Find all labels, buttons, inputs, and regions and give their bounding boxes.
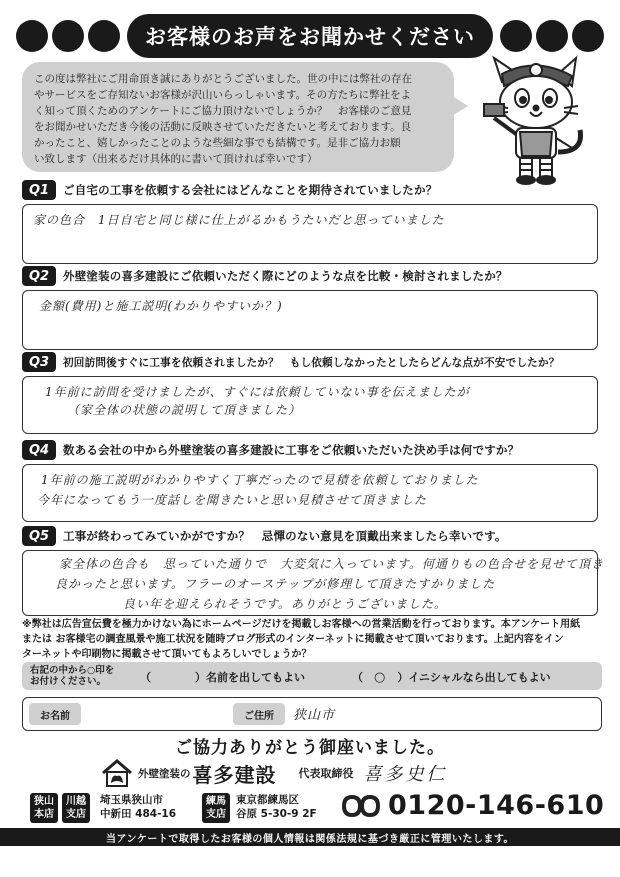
address-field[interactable]: 狭山市 — [293, 708, 336, 723]
consent-option-name[interactable]: （ ）名前を出してもよい — [140, 671, 305, 684]
page-title: お客様のお声をお聞かせください — [127, 14, 493, 58]
question-number: Q4 — [22, 440, 56, 460]
question-text: 外壁塗装の喜多建設にご依頼いただく際にどのような点を比較・検討されましたか？ — [63, 269, 508, 283]
consent-option-label: 名前を出してもよい — [206, 671, 305, 684]
intro-line: く知って頂くためのアンケートにご協力頂けないでしょうか？ お客様のご意見 — [34, 105, 412, 117]
branch-label: 支店 — [206, 809, 226, 820]
handwritten-answer: 家全体の色合も 思っていた通りで 大変気に入っています。何通りもの色合せを見せて頂き — [59, 557, 605, 571]
intro-line: この度は弊社にご用命頂き誠にありがとうございました。世の中には弊社の存在 — [34, 73, 412, 85]
house-leaf-logo-icon — [100, 759, 134, 787]
notice-line: ターネットや印刷物に掲載させて頂いてもよろしいでしょうか？ — [22, 649, 312, 660]
answer-box[interactable] — [22, 376, 598, 434]
decor-dot — [500, 20, 532, 52]
consent-instruction-line: お付けください。 — [30, 676, 107, 687]
bubble-tail — [452, 96, 468, 116]
phone-block[interactable] — [340, 790, 604, 821]
handwritten-answer: 良かったと思います。フラーのオーステップが修理して頂きたすかりました — [55, 577, 496, 591]
branch-badge — [62, 793, 90, 823]
answer-box[interactable] — [22, 464, 598, 522]
handwritten-answer: （家全体の状態の説明して頂きました） — [67, 403, 302, 417]
intro-line: かったこと、嬉しかったことのような些細な事でも結構です。是非ご協力お願 — [34, 137, 401, 149]
phone-number[interactable]: 0120-146-610 — [388, 790, 605, 821]
question-2 — [22, 266, 598, 350]
branch-label: 練馬 — [206, 796, 226, 807]
question-number: Q3 — [22, 352, 56, 372]
decor-dot — [572, 20, 604, 52]
notice-line: ※弊社は広告宣伝費を極力かけない為にホームページだけを掲載しお客様への営業活動を行っております。本アンケート用紙 — [22, 619, 581, 630]
branch-badge — [30, 793, 58, 823]
cat-painter-mascot-icon — [472, 52, 592, 186]
decor-dot — [16, 20, 48, 52]
address-label: ご住所 — [233, 703, 285, 725]
handwritten-answer: 良い年を迎えられそうです。ありがとうございました。 — [123, 597, 448, 611]
question-text: 数ある会社の中から外壁塗装の喜多建設に工事をご依頼いただいた決め手は何ですか？ — [63, 443, 520, 457]
branch-label: 狭山 — [34, 796, 54, 807]
decor-dot — [88, 20, 120, 52]
name-field[interactable] — [87, 702, 237, 726]
name-label: お名前 — [29, 703, 81, 725]
footer-privacy: 当アンケートで取得したお客様の個人情報は関係法規に基づき厳正に管理いたします。 — [0, 828, 620, 846]
address-line: 中新田 484-16 — [100, 808, 177, 820]
consent-option-label: イニシャルなら出してもよい — [408, 671, 551, 684]
freedial-icon — [340, 793, 382, 819]
question-4 — [22, 440, 598, 522]
intro-bubble — [22, 62, 454, 172]
company-name: 喜多建設 — [192, 762, 277, 787]
privacy-notice — [22, 617, 602, 662]
address-line: 東京都練馬区 — [236, 794, 299, 806]
decor-dot — [52, 20, 84, 52]
question-text: 工事が終わってみていかがですか？ 忌憚のない意見を頂戴出来ましたら幸いです。 — [63, 529, 507, 543]
answer-box[interactable] — [22, 204, 598, 264]
address-main — [100, 793, 176, 821]
branch-badge — [202, 793, 230, 823]
address-line: 埼玉県狭山市 — [100, 794, 163, 806]
answer-box[interactable] — [22, 550, 605, 616]
branch-label: 川越 — [66, 796, 86, 807]
question-text: 初回訪問後すぐに工事を依頼されましたか？ もし依頼しなかったとしたらどんな点が不安でしたか？ — [63, 356, 560, 369]
consent-row — [22, 662, 602, 690]
handwritten-answer: 金額(費用)と施工説明(わかりやすいか？) — [39, 299, 283, 313]
handwritten-answer: 今年になってもう一度話しを聞きたいと思い見積させて頂きました — [37, 493, 428, 507]
question-number: Q1 — [22, 180, 56, 200]
question-text: ご自宅の工事を依頼する会社にはどんなことを期待されていましたか？ — [63, 183, 438, 197]
intro-line: をお聞かせいただき今後の活動に反映させていただきたいと考えております。良 — [34, 121, 412, 133]
decor-dot — [536, 20, 568, 52]
rep-title: 代表取締役 — [298, 767, 354, 780]
thanks-message: ご協力ありがとう御座いました。 — [175, 738, 445, 758]
name-address-row — [22, 697, 602, 731]
circle-mark: ○ — [374, 670, 387, 685]
consent-instruction-line: 右記の中から○印を — [30, 665, 115, 676]
company-block — [100, 758, 448, 788]
address-branch — [236, 793, 317, 821]
question-number: Q5 — [22, 526, 56, 546]
handwritten-answer: 1年前に訪問を受けましたが、すぐには依頼していない事を伝えましたが — [45, 385, 470, 399]
branch-label: 本店 — [34, 809, 54, 820]
question-3 — [22, 352, 598, 434]
question-5 — [22, 526, 605, 616]
question-number: Q2 — [22, 266, 56, 286]
branch-label: 支店 — [66, 809, 86, 820]
answer-box[interactable] — [22, 290, 598, 350]
consent-instruction — [30, 665, 114, 687]
address-line: 谷原 5-30-9 2F — [236, 808, 317, 820]
handwritten-answer: 家の色合 1日自宅と同じ様に仕上がるかもうたいだと思っていました — [33, 213, 445, 227]
handwritten-answer: 1年前の施工説明がわかりやすく丁寧だったので見積を依頼しておりました — [41, 473, 479, 487]
intro-line: い致します（出来るだけ具体的に書いて頂ければ幸いです） — [34, 153, 318, 165]
question-1 — [22, 180, 598, 264]
rep-name: 喜多史仁 — [363, 764, 448, 785]
consent-option-initial[interactable]: （ ○ ）イニシャルなら出してもよい — [352, 670, 551, 685]
company-tagline: 外壁塗装の — [138, 767, 191, 780]
notice-line: または お客様宅の調査風景や施工状況を随時ブログ形式のインターネットに掲載させて頂いております。上記内容をイン — [22, 634, 564, 645]
intro-line: やサービスをご存知ないお客様が沢山いらっしゃいます。その方たちに弊社をよ — [34, 89, 412, 101]
